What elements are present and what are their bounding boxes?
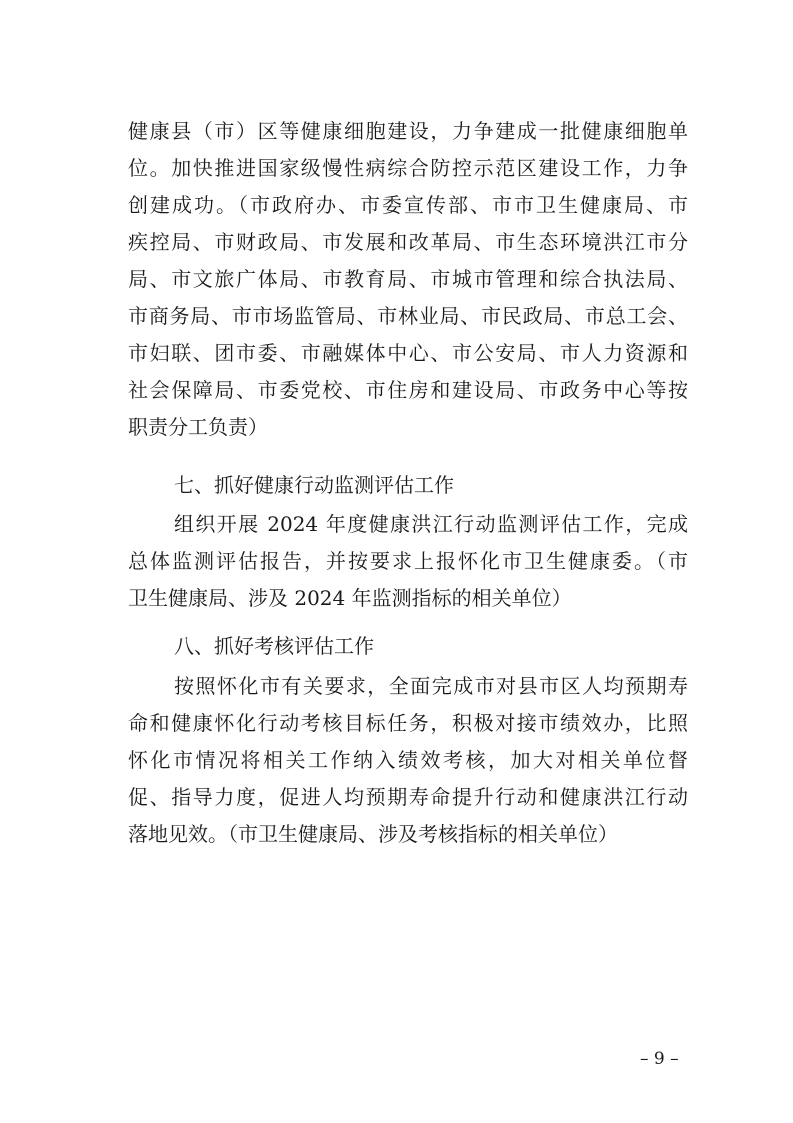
paragraph-line: 疾控局、市财政局、市发展和改革局、市生态环境洪江市分 — [128, 230, 688, 254]
paragraph-line: 创建成功。（市政府办、市委宣传部、市市卫生健康局、市 — [128, 193, 688, 217]
section-8-heading: 八、抓好考核评估工作 — [174, 634, 374, 658]
paragraph-line: 市商务局、市市场监管局、市林业局、市民政局、市总工会、 — [128, 304, 688, 328]
paragraph-line: 按照怀化市有关要求，全面完成市对县市区人均预期寿 — [174, 674, 688, 698]
page-number: – 9 – — [640, 1049, 679, 1069]
paragraph-line: 市妇联、团市委、市融媒体中心、市公安局、市人力资源和 — [128, 341, 688, 365]
paragraph-line: 总体监测评估报告，并按要求上报怀化市卫生健康委。（市 — [128, 549, 688, 573]
paragraph-line: 职责分工负责） — [128, 415, 268, 439]
paragraph-line: 局、市文旅广体局、市教育局、市城市管理和综合执法局、 — [128, 267, 688, 291]
paragraph-line: 命和健康怀化行动考核目标任务，积极对接市绩效办，比照 — [128, 711, 688, 735]
paragraph-line: 健康县（市）区等健康细胞建设，力争建成一批健康细胞单 — [128, 119, 688, 143]
paragraph-line: 促、指导力度，促进人均预期寿命提升行动和健康洪江行动 — [128, 785, 688, 809]
paragraph-line: 位。加快推进国家级慢性病综合防控示范区建设工作，力争 — [128, 156, 688, 180]
section-7-heading: 七、抓好健康行动监测评估工作 — [174, 473, 454, 497]
paragraph-line: 落地见效。（市卫生健康局、涉及考核指标的相关单位） — [128, 822, 618, 846]
paragraph-line: 组织开展 2024 年度健康洪江行动监测评估工作，完成 — [174, 512, 688, 536]
paragraph-line: 社会保障局、市委党校、市住房和建设局、市政务中心等按 — [128, 378, 688, 402]
paragraph-line: 怀化市情况将相关工作纳入绩效考核，加大对相关单位督 — [128, 748, 688, 772]
paragraph-line: 卫生健康局、涉及 2024 年监测指标的相关单位） — [128, 586, 572, 610]
